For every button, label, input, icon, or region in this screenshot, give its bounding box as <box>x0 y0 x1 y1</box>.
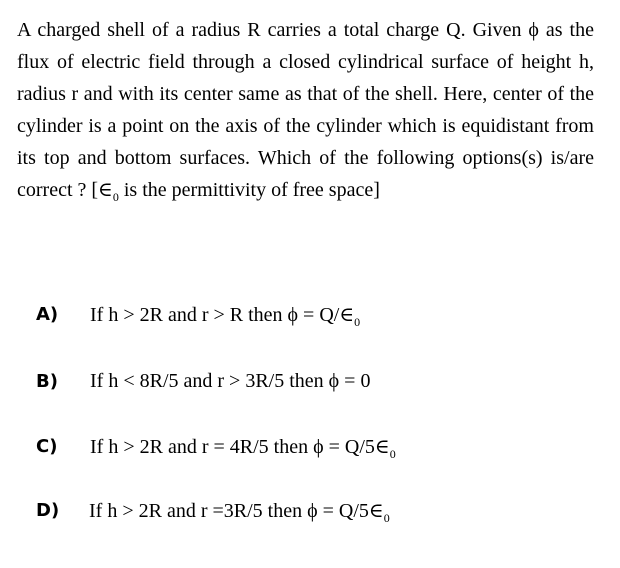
option-d-text: If h > 2R and r =3R/5 then $\phi = Q/5\in_0$ <box>89 499 390 525</box>
option-b-label: B) <box>36 370 58 392</box>
option-c-label: C) <box>36 435 58 457</box>
option-a[interactable] <box>36 299 360 329</box>
option-d-label: D) <box>36 499 60 521</box>
option-a-label: A) <box>36 303 59 325</box>
option-b-text: If h < 8R/5 and r > 3R/5 then ϕ = 0 <box>90 369 371 392</box>
question-text <box>17 14 594 208</box>
option-a-text: If h > 2R and r > R then $\phi = Q/\in_0$ <box>90 303 361 329</box>
option-c[interactable] <box>36 431 396 461</box>
question-body: A charged shell of a radius R carries a total charge Q. Given ϕ as the flux of electric field through a closed cylindrical surface of height h, radius r and with its center same as that of the shell. Here, center of the cylinder is a point on the axis of the cylinder which is equidistant from its top and bottom surfaces. Which of the following options(s) is/are correct ? [∈ <box>17 19 594 201</box>
epsilon-subscript: 0 <box>112 190 119 204</box>
option-b[interactable] <box>36 366 370 396</box>
option-d[interactable] <box>36 495 390 525</box>
option-c-text: If h > 2R and r = 4R/5 then $\phi = Q/5\in_0$ <box>90 435 396 461</box>
question-body-end: is the permittivity of free space] <box>118 179 380 201</box>
